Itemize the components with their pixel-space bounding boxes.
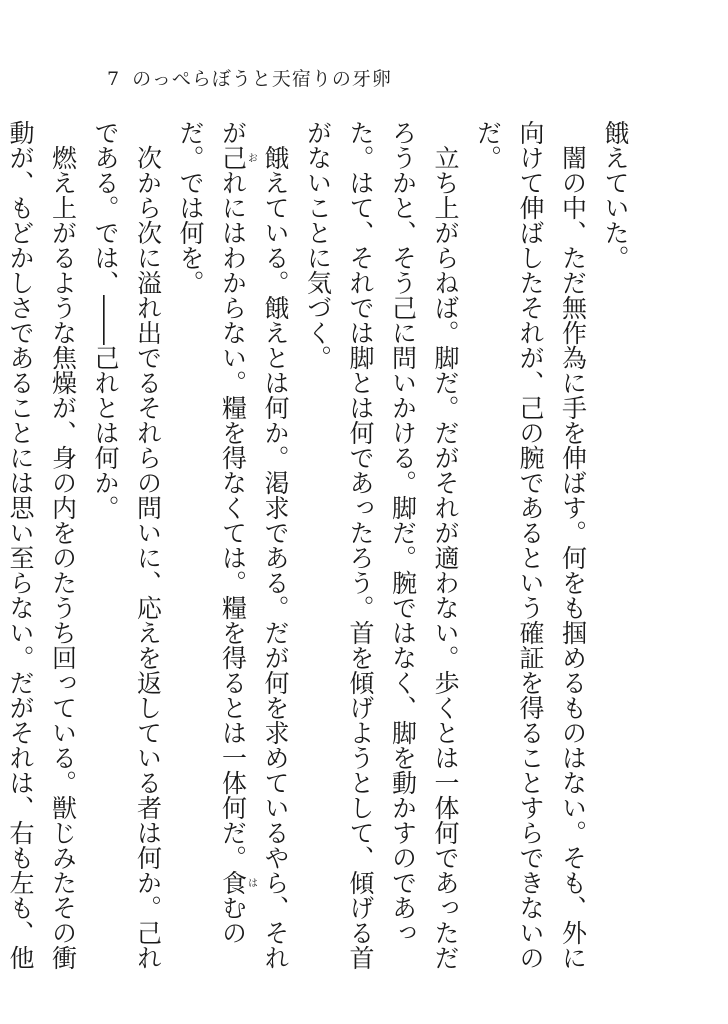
furigana-ruby xyxy=(218,870,257,895)
page-number: 7 xyxy=(107,68,121,90)
ruby-base: 己 xyxy=(218,145,248,170)
paragraph: 燃え上がるような焦燥が、身の内をのたうち回っている。獣じみたその衝動が、もどかしさであることには思い至らない。だがそれは、右も左も、他 xyxy=(6,120,78,970)
chapter-title: のっぺらぼうと天宿りの牙卵 xyxy=(132,68,392,90)
furigana-ruby xyxy=(218,145,257,170)
ruby-reading: は xyxy=(245,870,257,895)
paragraph: 次から次に溢れ出でるそれらの問いに、応えを返している者は何か。己れである。では、――己れとは何か。 xyxy=(91,120,163,970)
running-header xyxy=(107,64,392,91)
ruby-base: 食 xyxy=(218,870,248,895)
paragraph-segment: 餓えている。餓えとは何か。渇求である。だが何を求めているやら、それが xyxy=(218,120,290,970)
paragraph: 餓えていた。 xyxy=(601,120,630,270)
ruby-reading: お xyxy=(245,145,257,170)
paragraph xyxy=(169,120,297,980)
vertical-body-text xyxy=(6,120,636,980)
paragraph: 闇の中、ただ無作為に手を伸ばす。何をも掴めるものはない。そも、外に向けて伸ばしたそれが、己の腕であるという確証を得ることすらできないのだ。 xyxy=(473,120,588,970)
paragraph-segment: むのだ。では何を。 xyxy=(176,120,248,945)
paragraph: 立ち上がらねば。脚だ。だがそれが適わない。歩くとは一体何であっただろうかと、そう己に問いかける。脚だ。腕ではなく、脚を動かすのであった。はて、それでは脚とは何であったろう。首を傾げようとして、傾げる首がないことに気づく。 xyxy=(303,120,460,970)
paragraph-segment: れにはわからない。糧を得なくては。糧を得るとは一体何だ。 xyxy=(218,170,248,870)
